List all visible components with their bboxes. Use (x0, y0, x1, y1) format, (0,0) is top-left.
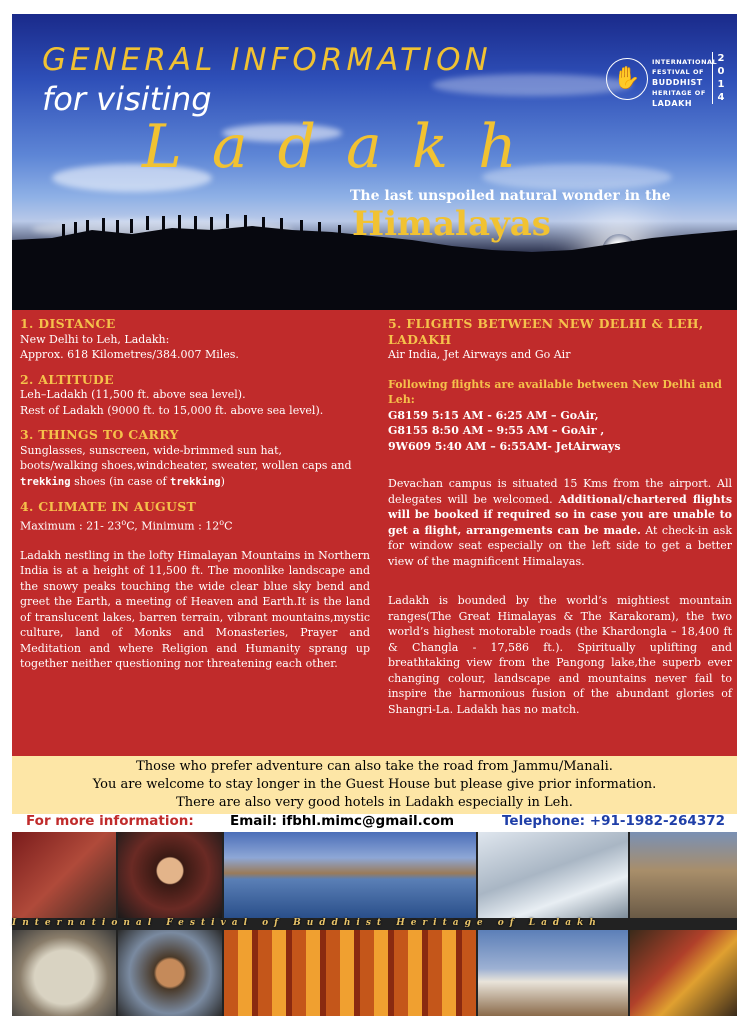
photo-stupas (478, 930, 628, 1016)
photo-mani-stone (12, 930, 116, 1016)
heading-flights: 5. FLIGHTS BETWEEN NEW DELHI & LEH, LADAKH (388, 316, 704, 347)
title-himalayas: Himalayas (352, 204, 551, 244)
hero-banner (12, 14, 737, 310)
photo-pangong-lake (224, 832, 476, 918)
logo-year: 2 0 1 4 (712, 52, 726, 104)
heading-distance: 1. DISTANCE (20, 316, 116, 331)
campus-info: Devachan campus is situated 15 Kms from the airport. All delegates will be welcomed. Additional/chartered flights will be booked if required so in case you are unable to get a flight, arrangements can be made. At check-in ask for window seat especially on the left side to get a better view of the magnificent Himalayas. (388, 477, 733, 568)
flight-schedule (388, 377, 732, 455)
photo-gallery (12, 832, 737, 1016)
section-flights: 5. FLIGHTS BETWEEN NEW DELHI & LEH, LADAKH Air India, Jet Airways and Go Air (388, 316, 732, 363)
flight-availability-note: Following flights are available between New Delhi and Leh: (388, 377, 722, 406)
info-panel (12, 310, 737, 756)
section-things-to-carry: 3. THINGS TO CARRY Sunglasses, sunscreen, wide-brimmed sun hat, boots/walking shoes,windcheater, sweater, wollen caps and trekking shoes (in case of trekking) (20, 427, 370, 490)
photo-mask-dance (630, 930, 737, 1016)
section-altitude: 2. ALTITUDE Leh–Ladakh (11,500 ft. above sea level). Rest of Ladakh (9000 ft. to 15,000 ft. above sea level). (20, 372, 370, 419)
title-general-information: GENERAL INFORMATION (42, 42, 492, 78)
section-climate: 4. CLIMATE IN AUGUST Maximum : 21- 23$^o$C, Minimum : 12$^o$C (20, 499, 370, 534)
photo-monks (12, 832, 116, 918)
email-link[interactable]: Email: ifbhl.mimc@gmail.com (230, 813, 455, 829)
flight-row: G8155 8:50 AM – 9:55 AM – GoAir , (388, 424, 605, 437)
section-distance: 1. DISTANCE New Delhi to Leh, Ladakh: Approx. 618 Kilometres/384.007 Miles. (20, 316, 370, 363)
left-column (20, 316, 370, 672)
tagline: The last unspoiled natural wonder in the (350, 188, 671, 204)
ladakh-description: Ladakh nestling in the lofty Himalayan Mountains in Northern India is at a height of 11,500 ft. The moonlike landscape and the snowy peaks touching the wide clear blue sky bend and greet the Earth, a meeting of Heaven and Earth.It is the land of translucent lakes, barren terrain, vibrant mountains,mystic culture, land of Monks and Monasteries, Prayer and Meditation and where Religion and Humanity sprang up together neither questioning nor threatening each other. (20, 548, 370, 671)
flight-row: G8159 5:15 AM - 6:25 AM – GoAir, (388, 408, 599, 422)
heading-altitude: 2. ALTITUDE (20, 371, 114, 387)
photo-ladakhi-man (118, 930, 222, 1016)
travel-note-banner: Those who prefer adventure can also take the road from Jammu/Manali. You are welcome to stay longer in the Guest House but please give prior information. There are also very good hotels in Ladakh especially in Leh. (12, 756, 737, 814)
heading-things-to-carry: 3. THINGS TO CARRY (20, 427, 179, 442)
more-info-label: For more information: (26, 813, 194, 829)
title-ladakh: Ladakh (142, 112, 547, 182)
title-for-visiting: for visiting (42, 80, 212, 118)
photo-prayer-wheels (224, 930, 476, 1016)
photo-snow-trek (478, 832, 628, 918)
festival-name-strip: International Festival of Buddhist Heritage of Ladakh (12, 918, 602, 928)
telephone-link[interactable]: Telephone: +91-1982-264372 (502, 813, 726, 829)
flight-row: 9W609 5:40 AM – 6:55AM- JetAirways (388, 439, 621, 453)
contact-bar (12, 812, 737, 832)
hand-mudra-icon: ✋ (606, 58, 648, 100)
ladakh-geography: Ladakh is bounded by the world’s mightiest mountain ranges(The Great Himalayas & The Karakoram), the two world’s highest motorable roads (the Khardongla – 18,400 ft & Changla - 17,586 ft.). Spiritually uplifting and breathtaking view from the Pangong lake,the superb ever changing colour, landscape and mountains never fail to inspire the harmonious fusion of the abundant glories of Shangri-La. Ladakh has no match. (388, 594, 732, 716)
heading-climate: 4. CLIMATE IN AUGUST (20, 499, 197, 514)
photo-monastery (630, 832, 737, 918)
festival-logo: ✋ INTERNATIONAL FESTIVAL OF BUDDHIST HERITAGE OF LADAKH 2 0 1 4 (604, 52, 724, 110)
right-column (388, 316, 732, 717)
photo-ladakhi-woman (118, 832, 222, 918)
